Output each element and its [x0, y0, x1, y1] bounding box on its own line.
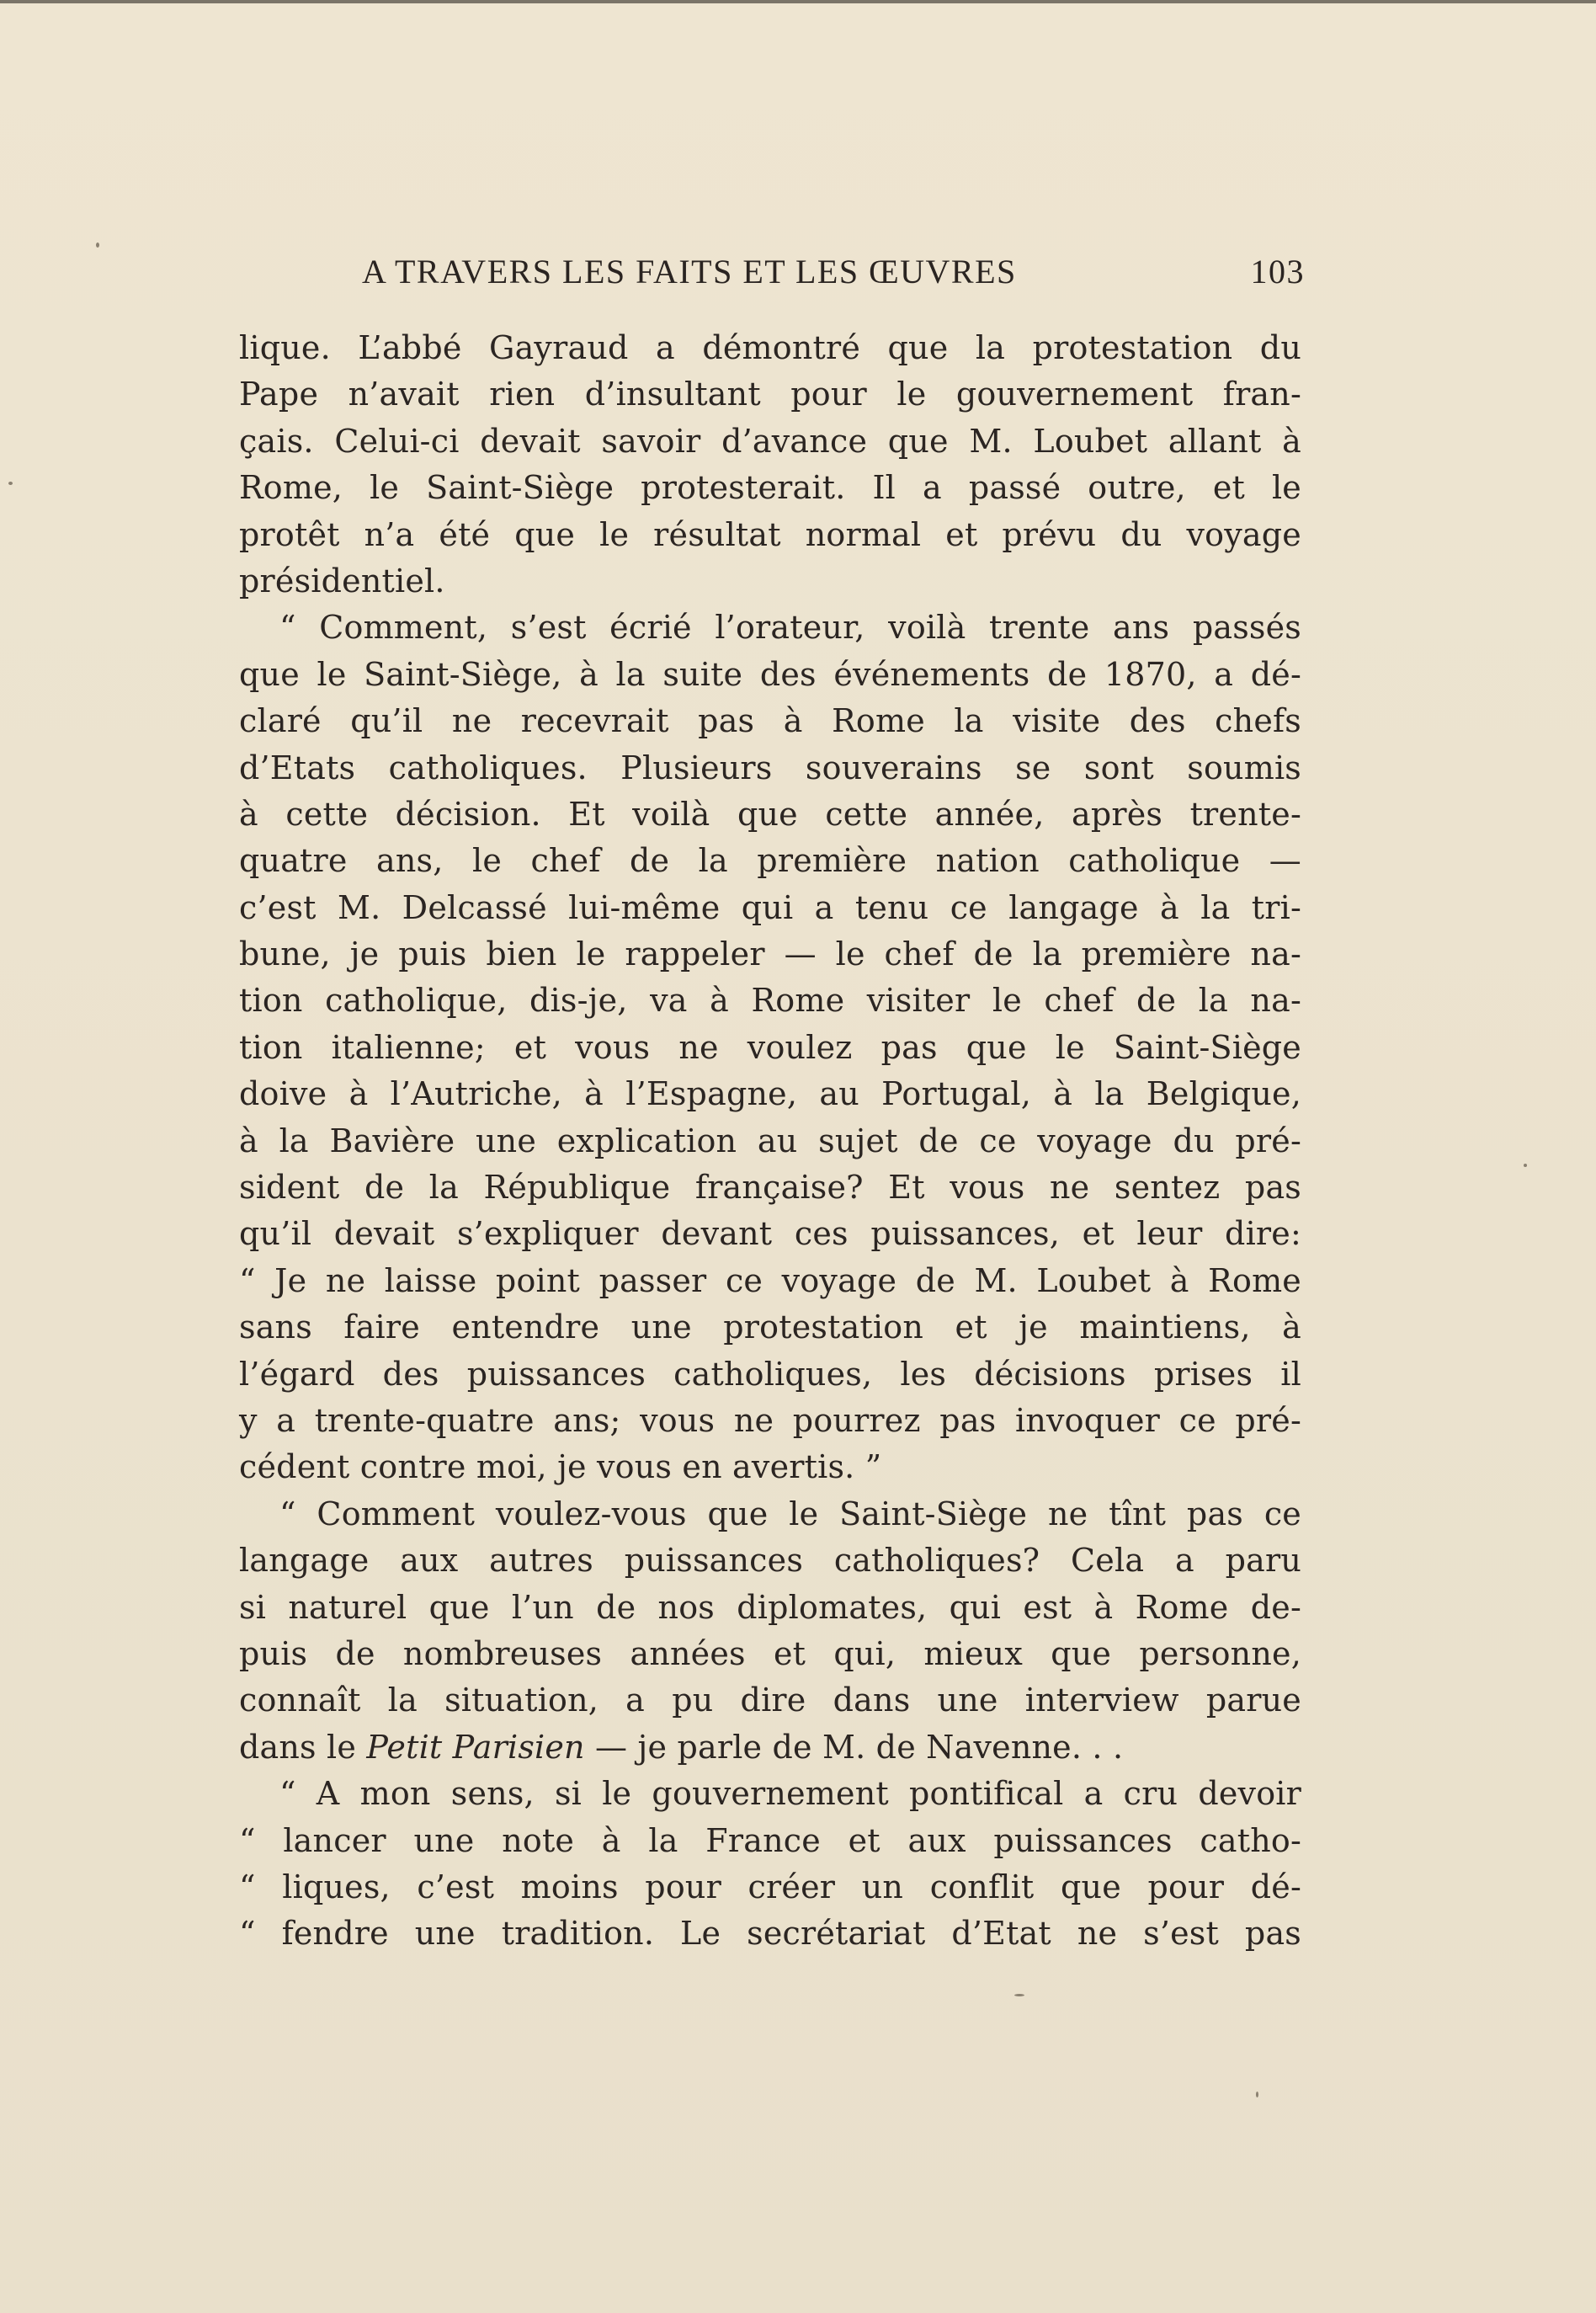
text-line: connaît la situation, a pu dire dans une interview parue	[239, 1681, 1301, 1719]
text-line: l’égard des puissances catholiques, les décisions prises il	[239, 1355, 1301, 1393]
text-line: si naturel que l’un de nos diplomates, qui est à Rome de-	[239, 1588, 1301, 1626]
text-line: protêt n’a été que le résultat normal et prévu du voyage	[239, 515, 1301, 553]
text-line: doive à l’Autriche, à l’Espagne, au Portugal, à la Belgique,	[239, 1075, 1301, 1113]
text-line: “ Je ne laisse point passer ce voyage de M. Loubet à Rome	[239, 1261, 1301, 1299]
text-line: “ Comment, s’est écrié l’orateur, voilà trente ans passés	[279, 609, 1301, 647]
text-line: y a trente-quatre ans; vous ne pourrez pas invoquer ce pré-	[239, 1401, 1301, 1439]
text-line: “ fendre une tradition. Le secrétariat d’Etat ne s’est pas	[239, 1915, 1301, 1953]
text-line: tion italienne; et vous ne voulez pas que le Saint-Siège	[239, 1028, 1301, 1066]
text-line: sans faire entendre une protestation et je maintiens, à	[239, 1308, 1301, 1346]
text-line: “ A mon sens, si le gouvernement pontifical a cru devoir	[279, 1775, 1301, 1813]
text-line: c’est M. Delcassé lui-même qui a tenu ce langage à la tri-	[239, 888, 1301, 926]
text-line: “ Comment voulez-vous que le Saint-Siège ne tînt pas ce	[279, 1495, 1301, 1532]
text-line: tion catholique, dis-je, va à Rome visiter le chef de la na-	[239, 982, 1301, 1020]
text-line: “ liques, c’est moins pour créer un conflit que pour dé-	[239, 1868, 1301, 1905]
text-line-end: — je parle de M. de Navenne. . .	[584, 1728, 1124, 1766]
text-line: présidentiel.	[239, 562, 445, 600]
text-line: çais. Celui-ci devait savoir d’avance que M. Loubet allant à	[239, 422, 1301, 460]
body-text	[239, 325, 1301, 1958]
text-line: bune, je puis bien le rappeler — le chef de la première na-	[239, 935, 1301, 973]
text-line: d’Etats catholiques. Plusieurs souverains se sont soumis	[239, 749, 1301, 786]
text-line: “ lancer une note à la France et aux puissances catho-	[239, 1821, 1301, 1859]
text-line: Pape n’avait rien d’insultant pour le gouvernement fran-	[239, 376, 1301, 413]
text-line: Rome, le Saint-Siège protesterait. Il a passé outre, et le	[239, 469, 1301, 507]
text-line: cédent contre moi, je vous en avertis. ”	[239, 1448, 882, 1486]
text-line-with-italic	[239, 1724, 1301, 1771]
text-line: puis de nombreuses années et qui, mieux que personne,	[239, 1634, 1301, 1672]
text-line: langage aux autres puissances catholiques? Cela a paru	[239, 1542, 1301, 1580]
text-line: qu’il devait s’expliquer devant ces puissances, et leur dire:	[239, 1215, 1301, 1253]
text-line-start: dans le	[239, 1728, 367, 1766]
text-line: à la Bavière une explication au sujet de ce voyage du pré-	[239, 1122, 1301, 1159]
text-line: quatre ans, le chef de la première nation catholique —	[239, 842, 1301, 880]
page-top-edge	[0, 0, 1596, 3]
running-head-title: A TRAVERS LES FAITS ET LES ŒUVRES	[362, 253, 1017, 290]
text-line: à cette décision. Et voilà que cette année, après trente-	[239, 795, 1301, 833]
text-line: lique. L’abbé Gayraud a démontré que la protestation du	[239, 329, 1301, 366]
text-line: sident de la République française? Et vous ne sentez pas	[239, 1169, 1301, 1207]
text-line: que le Saint-Siège, à la suite des événements de 1870, a dé-	[239, 655, 1301, 693]
running-head	[362, 251, 1305, 293]
newspaper-title: Petit Parisien	[366, 1728, 585, 1766]
page-number: 103	[1250, 253, 1305, 290]
text-line: claré qu’il ne recevrait pas à Rome la visite des chefs	[239, 702, 1301, 740]
